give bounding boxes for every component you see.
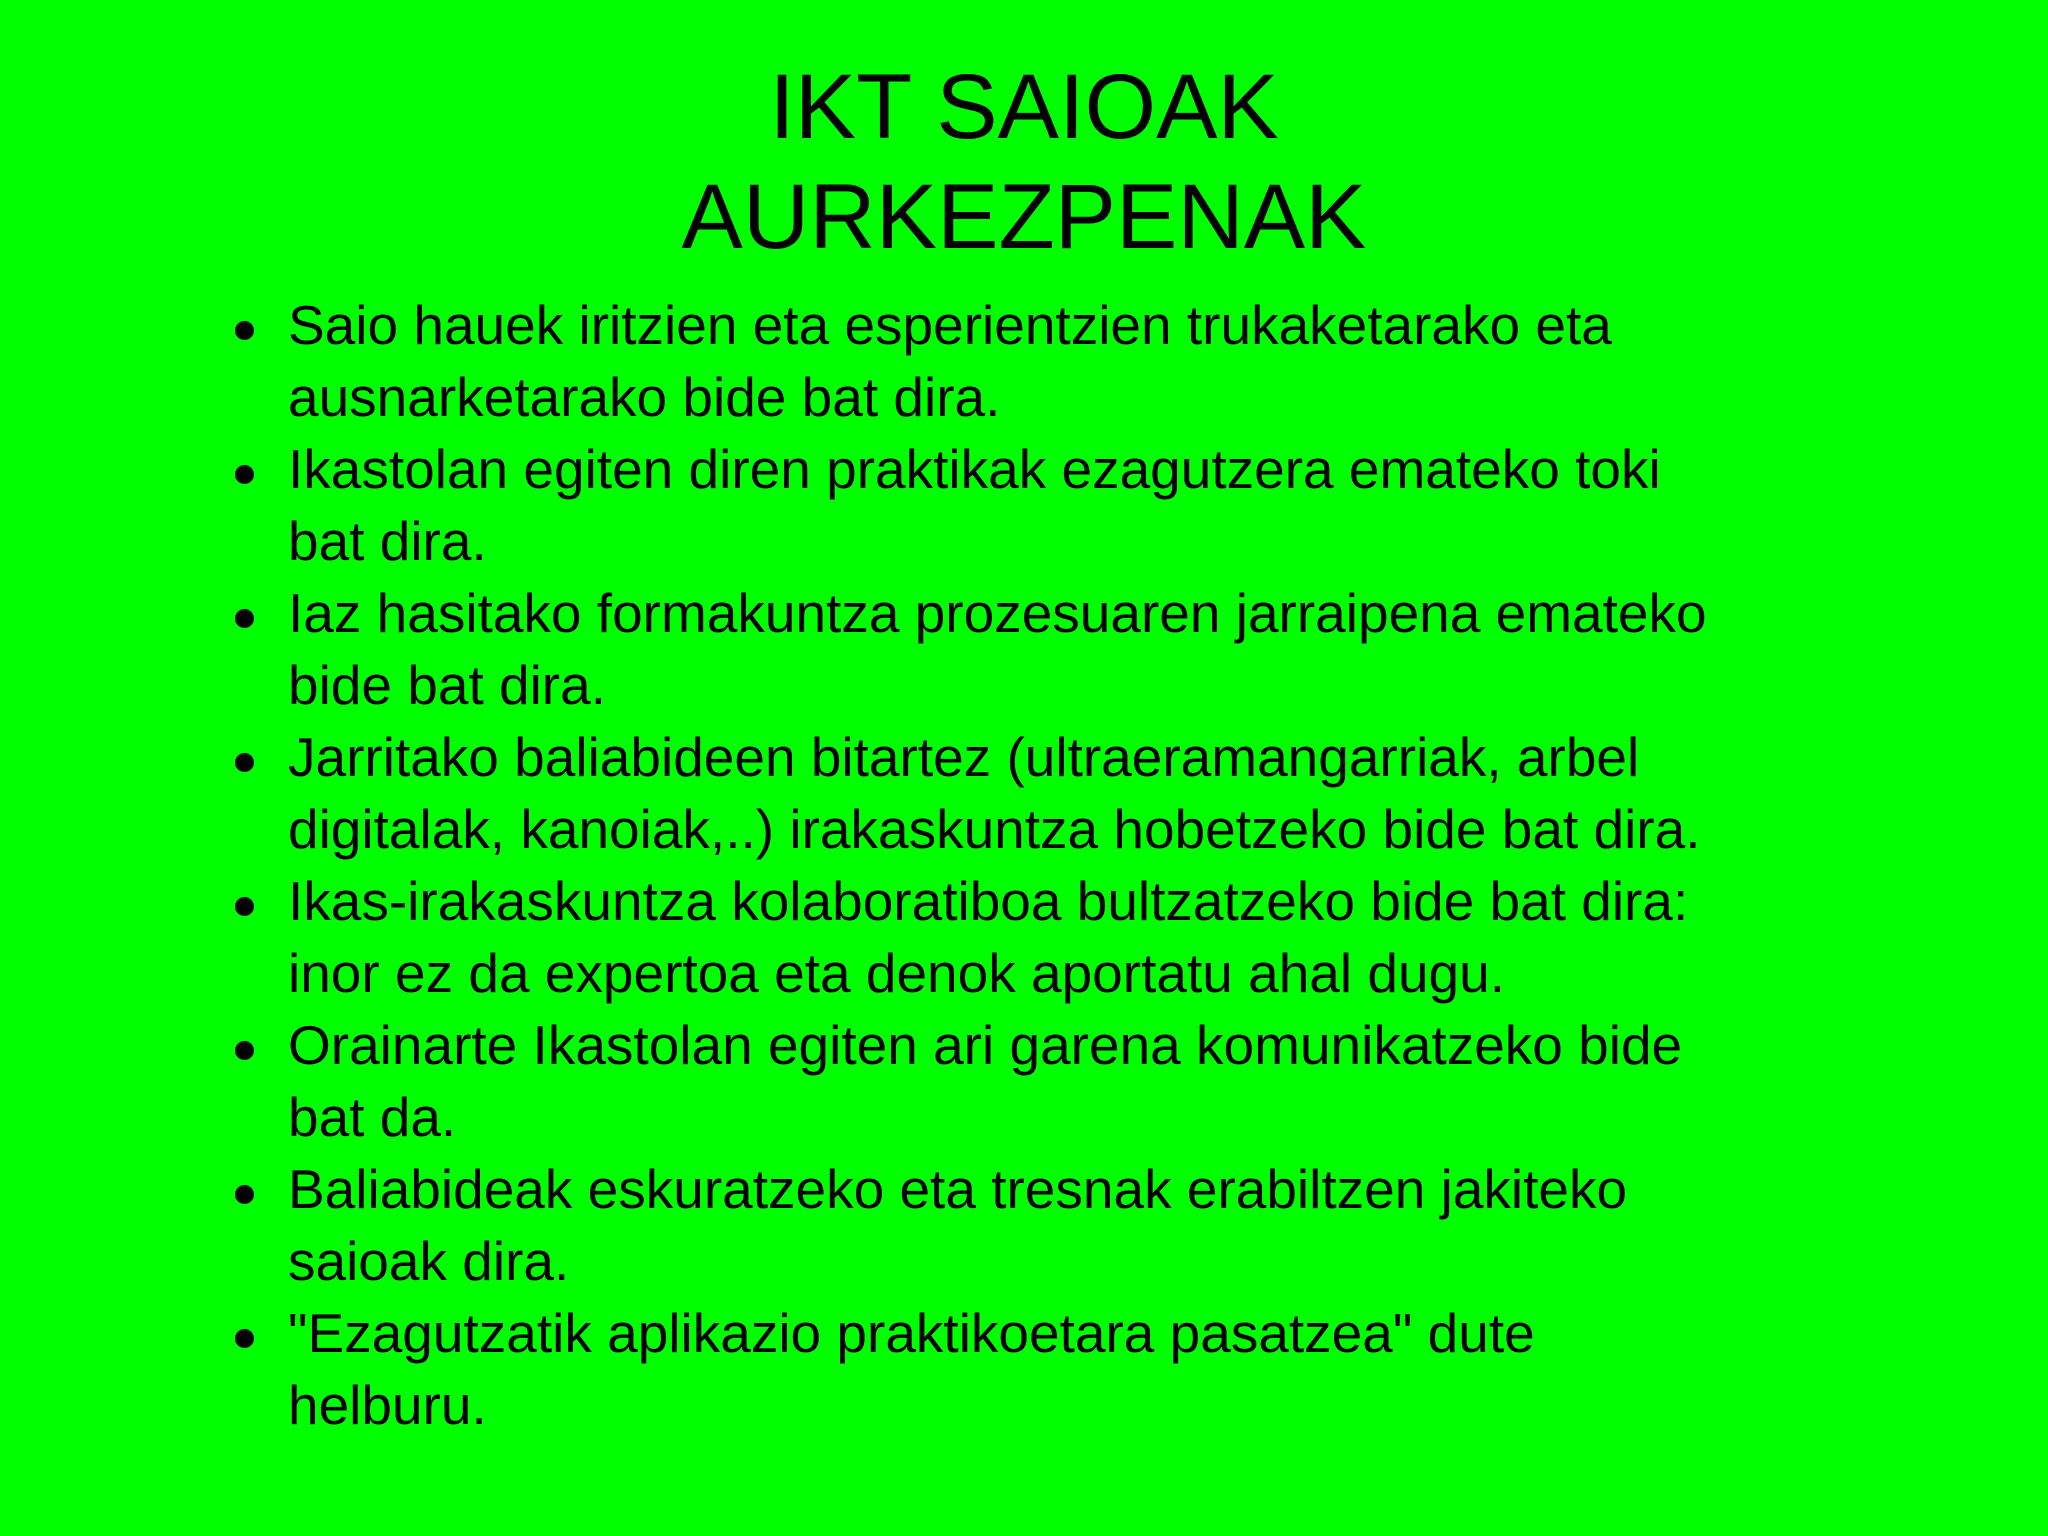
bullet-dot-icon <box>235 1329 254 1348</box>
bullet-dot-icon <box>235 465 254 484</box>
slide-title-line: IKT SAIOAK <box>769 56 1279 158</box>
bullet-line: Orainarte Ikastolan egiten ari garena komunikatzeko bide <box>288 1014 1683 1076</box>
bullet-line: bide bat dira. <box>288 654 606 716</box>
bullet-item <box>288 721 1888 865</box>
bullet-line: Ikas-irakaskuntza kolaboratiboa bultzatzeko bide bat dira: <box>288 870 1689 932</box>
bullet-dot-icon <box>235 609 254 628</box>
bullet-item <box>288 1153 1888 1297</box>
bullet-item <box>288 1297 1888 1441</box>
bullet-dot-icon <box>235 753 254 772</box>
bullet-item <box>288 289 1888 433</box>
bullet-line: Baliabideak eskuratzeko eta tresnak erabiltzen jakiteko <box>288 1158 1628 1220</box>
bullet-item <box>288 1009 1888 1153</box>
bullet-line: ausnarketarako bide bat dira. <box>288 366 1001 428</box>
bullet-line: saioak dira. <box>288 1230 570 1292</box>
bullet-line: Iaz hasitako formakuntza prozesuaren jarraipena emateko <box>288 582 1707 644</box>
bullet-list <box>288 289 1888 1441</box>
bullet-item <box>288 577 1888 721</box>
bullet-line: "Ezagutzatik aplikazio praktikoetara pasatzea" dute <box>288 1302 1535 1364</box>
bullet-line: bat dira. <box>288 510 487 572</box>
bullet-item <box>288 865 1888 1009</box>
bullet-line: Ikastolan egiten diren praktikak ezagutzera emateko toki <box>288 438 1661 500</box>
bullet-dot-icon <box>235 1041 254 1060</box>
bullet-line: helburu. <box>288 1374 487 1436</box>
bullet-dot-icon <box>235 897 254 916</box>
bullet-line: inor ez da expertoa eta denok aportatu ahal dugu. <box>288 942 1506 1004</box>
bullet-dot-icon <box>235 1185 254 1204</box>
bullet-line: Jarritako baliabideen bitartez (ultraeramangarriak, arbel <box>288 726 1640 788</box>
bullet-item <box>288 433 1888 577</box>
bullet-dot-icon <box>235 321 254 340</box>
slide-title <box>0 52 2048 272</box>
slide-title-line: AURKEZPENAK <box>681 166 1367 268</box>
bullet-line: Saio hauek iritzien eta esperientzien trukaketarako eta <box>288 294 1612 356</box>
bullet-line: bat da. <box>288 1086 457 1148</box>
bullet-line: digitalak, kanoiak,..) irakaskuntza hobetzeko bide bat dira. <box>288 798 1701 860</box>
